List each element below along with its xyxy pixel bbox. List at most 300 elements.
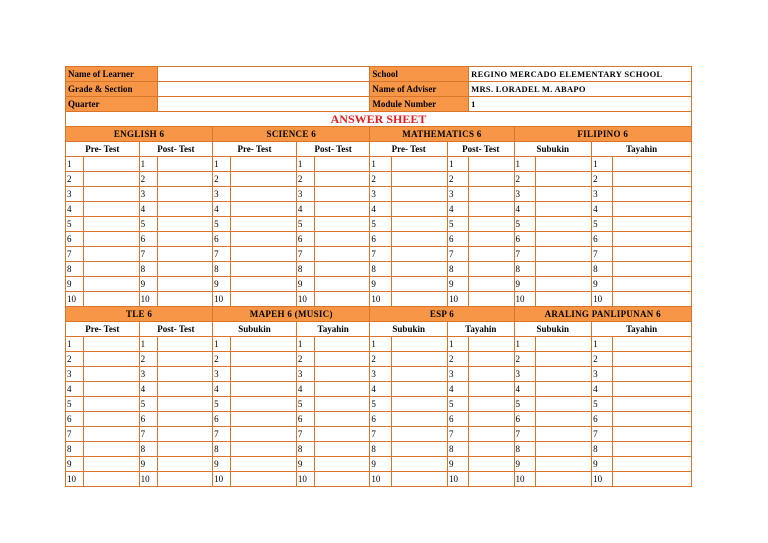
- answer-cell[interactable]: [535, 277, 591, 292]
- item-number: 7: [213, 427, 231, 442]
- answer-row: [66, 187, 692, 202]
- answer-cell[interactable]: [613, 232, 692, 247]
- item-number: 7: [592, 427, 613, 442]
- answer-cell[interactable]: [469, 292, 514, 307]
- answer-cell[interactable]: [231, 202, 297, 217]
- answer-cell[interactable]: [391, 172, 447, 187]
- answer-cell[interactable]: [391, 247, 447, 262]
- answer-cell[interactable]: [535, 412, 591, 427]
- item-number: 6: [370, 232, 391, 247]
- answer-cell[interactable]: [469, 202, 514, 217]
- item-number: 5: [296, 217, 314, 232]
- answer-cell[interactable]: [469, 217, 514, 232]
- answer-cell[interactable]: [314, 232, 369, 247]
- item-number: 5: [213, 217, 231, 232]
- answer-cell[interactable]: [469, 262, 514, 277]
- answer-cell[interactable]: [391, 442, 447, 457]
- column-header: Post- Test: [448, 142, 515, 157]
- answer-cell[interactable]: [613, 457, 692, 472]
- answer-cell[interactable]: [613, 472, 692, 487]
- answer-cell[interactable]: [231, 217, 297, 232]
- item-number: 6: [66, 412, 84, 427]
- item-number: 1: [370, 337, 391, 352]
- school-field[interactable]: REGINO MERCADO ELEMENTARY SCHOOL: [469, 67, 692, 82]
- column-header: Post- Test: [139, 142, 213, 157]
- subject-title: TLE 6: [66, 307, 213, 322]
- answer-cell[interactable]: [535, 337, 591, 352]
- subject-title: ARALING PANLIPUNAN 6: [514, 307, 692, 322]
- answer-cell[interactable]: [231, 247, 297, 262]
- item-number: 5: [139, 217, 157, 232]
- column-header: Pre- Test: [213, 142, 297, 157]
- answer-cell[interactable]: [469, 397, 514, 412]
- answer-cell[interactable]: [391, 217, 447, 232]
- answer-cell[interactable]: [469, 382, 514, 397]
- item-number: 8: [592, 262, 613, 277]
- item-number: 5: [514, 217, 535, 232]
- answer-cell[interactable]: [535, 427, 591, 442]
- item-number: 4: [213, 382, 231, 397]
- answer-cell[interactable]: [469, 427, 514, 442]
- answer-cell[interactable]: [391, 292, 447, 307]
- answer-cell[interactable]: [613, 202, 692, 217]
- item-number: 2: [213, 352, 231, 367]
- info-row-1: [66, 67, 692, 82]
- item-number: 3: [514, 367, 535, 382]
- item-number: 6: [296, 232, 314, 247]
- subject-title: FILIPINO 6: [514, 127, 692, 142]
- answer-cell[interactable]: [613, 337, 692, 352]
- item-number: 9: [448, 277, 469, 292]
- info-row-2: [66, 82, 692, 97]
- answer-cell[interactable]: [613, 382, 692, 397]
- item-number: 1: [514, 157, 535, 172]
- item-number: 5: [448, 397, 469, 412]
- item-number: 8: [296, 442, 314, 457]
- answer-cell[interactable]: [231, 262, 297, 277]
- answer-cell[interactable]: [535, 367, 591, 382]
- item-number: 10: [514, 472, 535, 487]
- item-number: 1: [296, 337, 314, 352]
- answer-cell[interactable]: [535, 247, 591, 262]
- item-number: 9: [66, 457, 84, 472]
- answer-cell[interactable]: [391, 472, 447, 487]
- answer-cell[interactable]: [231, 442, 297, 457]
- answer-cell[interactable]: [84, 262, 139, 277]
- answer-cell[interactable]: [84, 217, 139, 232]
- answer-cell[interactable]: [613, 262, 692, 277]
- item-number: 3: [296, 367, 314, 382]
- answer-cell[interactable]: [84, 187, 139, 202]
- answer-cell[interactable]: [84, 247, 139, 262]
- answer-cell[interactable]: [314, 337, 369, 352]
- answer-cell[interactable]: [84, 367, 139, 382]
- answer-cell[interactable]: [535, 187, 591, 202]
- answer-cell[interactable]: [469, 337, 514, 352]
- answer-cell[interactable]: [157, 337, 212, 352]
- answer-cell[interactable]: [613, 172, 692, 187]
- answer-cell[interactable]: [314, 262, 369, 277]
- item-number: 9: [139, 277, 157, 292]
- answer-row: [66, 352, 692, 367]
- item-number: 4: [448, 202, 469, 217]
- item-number: 4: [514, 202, 535, 217]
- item-number: 7: [370, 427, 391, 442]
- answer-cell[interactable]: [314, 352, 369, 367]
- answer-cell[interactable]: [391, 367, 447, 382]
- column-header: Pre- Test: [370, 142, 448, 157]
- column-header: Tayahin: [296, 322, 370, 337]
- answer-cell[interactable]: [157, 157, 212, 172]
- answer-row: [66, 412, 692, 427]
- answer-cell[interactable]: [84, 382, 139, 397]
- answer-cell[interactable]: [84, 277, 139, 292]
- answer-cell[interactable]: [314, 187, 369, 202]
- answer-cell[interactable]: [157, 277, 212, 292]
- answer-cell[interactable]: [84, 337, 139, 352]
- answer-cell[interactable]: [535, 457, 591, 472]
- answer-cell[interactable]: [157, 232, 212, 247]
- item-number: 4: [592, 202, 613, 217]
- item-number: 5: [370, 397, 391, 412]
- item-number: 10: [66, 292, 84, 307]
- learner-label: Name of Learner: [66, 67, 158, 82]
- item-number: 7: [66, 427, 84, 442]
- item-number: 9: [370, 457, 391, 472]
- answer-row: [66, 157, 692, 172]
- answer-cell[interactable]: [157, 247, 212, 262]
- item-number: 9: [213, 457, 231, 472]
- answer-cell[interactable]: [84, 157, 139, 172]
- item-number: 9: [213, 277, 231, 292]
- answer-cell[interactable]: [84, 472, 139, 487]
- answer-cell[interactable]: [231, 397, 297, 412]
- answer-cell[interactable]: [469, 442, 514, 457]
- answer-cell[interactable]: [469, 472, 514, 487]
- answer-cell[interactable]: [535, 472, 591, 487]
- column-header: Subukin: [514, 322, 592, 337]
- item-number: 10: [448, 472, 469, 487]
- answer-cell[interactable]: [84, 457, 139, 472]
- answer-cell[interactable]: [231, 337, 297, 352]
- item-number: 3: [370, 187, 391, 202]
- answer-cell[interactable]: [157, 292, 212, 307]
- answer-cell[interactable]: [84, 172, 139, 187]
- answer-cell[interactable]: [157, 442, 212, 457]
- answer-cell[interactable]: [535, 217, 591, 232]
- answer-cell[interactable]: [231, 472, 297, 487]
- item-number: 6: [139, 232, 157, 247]
- answer-cell[interactable]: [314, 172, 369, 187]
- answer-cell[interactable]: [535, 157, 591, 172]
- answer-row: [66, 427, 692, 442]
- answer-cell[interactable]: [84, 412, 139, 427]
- item-number: 6: [514, 412, 535, 427]
- answer-cell[interactable]: [314, 277, 369, 292]
- answer-cell[interactable]: [391, 412, 447, 427]
- grade-section-label: Grade & Section: [66, 82, 158, 97]
- answer-cell[interactable]: [157, 397, 212, 412]
- answer-cell[interactable]: [391, 382, 447, 397]
- answer-cell[interactable]: [157, 457, 212, 472]
- item-number: 9: [514, 277, 535, 292]
- item-number: 10: [213, 292, 231, 307]
- answer-cell[interactable]: [391, 202, 447, 217]
- answer-cell[interactable]: [613, 367, 692, 382]
- item-number: 7: [448, 247, 469, 262]
- column-header: Subukin: [370, 322, 448, 337]
- item-number: 4: [592, 382, 613, 397]
- item-number: 8: [213, 262, 231, 277]
- answer-cell[interactable]: [391, 232, 447, 247]
- answer-cell[interactable]: [613, 397, 692, 412]
- module-number-field[interactable]: 1: [469, 97, 692, 112]
- item-number: 10: [514, 292, 535, 307]
- item-number: 2: [448, 352, 469, 367]
- answer-cell[interactable]: [391, 337, 447, 352]
- answer-cell[interactable]: [469, 247, 514, 262]
- answer-cell[interactable]: [469, 352, 514, 367]
- answer-cell[interactable]: [231, 232, 297, 247]
- item-number: 1: [213, 157, 231, 172]
- answer-cell[interactable]: [157, 352, 212, 367]
- answer-cell[interactable]: [314, 442, 369, 457]
- item-number: 5: [592, 217, 613, 232]
- answer-cell[interactable]: [157, 172, 212, 187]
- answer-cell[interactable]: [469, 457, 514, 472]
- answer-row: [66, 367, 692, 382]
- answer-cell[interactable]: [231, 187, 297, 202]
- answer-cell[interactable]: [613, 277, 692, 292]
- answer-row: [66, 217, 692, 232]
- answer-cell[interactable]: [613, 217, 692, 232]
- answer-cell[interactable]: [613, 157, 692, 172]
- adviser-field[interactable]: MRS. LORADEL M. ABAPO: [469, 82, 692, 97]
- item-number: 9: [592, 277, 613, 292]
- item-number: 3: [448, 187, 469, 202]
- item-number: 2: [139, 172, 157, 187]
- answer-cell[interactable]: [231, 172, 297, 187]
- answer-cell[interactable]: [231, 427, 297, 442]
- sheet-title: ANSWER SHEET: [66, 112, 692, 127]
- item-number: 9: [370, 277, 391, 292]
- answer-cell[interactable]: [535, 172, 591, 187]
- answer-cell[interactable]: [613, 427, 692, 442]
- answer-cell[interactable]: [469, 157, 514, 172]
- item-number: 8: [139, 442, 157, 457]
- answer-cell[interactable]: [314, 457, 369, 472]
- item-number: 2: [213, 172, 231, 187]
- answer-cell[interactable]: [314, 217, 369, 232]
- answer-cell[interactable]: [391, 457, 447, 472]
- item-number: 7: [592, 247, 613, 262]
- column-header: Tayahin: [592, 322, 692, 337]
- item-number: 7: [296, 427, 314, 442]
- answer-row: [66, 382, 692, 397]
- answer-row: [66, 397, 692, 412]
- item-number: 3: [139, 187, 157, 202]
- answer-cell[interactable]: [157, 262, 212, 277]
- item-number: 7: [514, 247, 535, 262]
- item-number: 5: [296, 397, 314, 412]
- answer-cell[interactable]: [391, 157, 447, 172]
- answer-cell[interactable]: [613, 442, 692, 457]
- answer-cell[interactable]: [157, 382, 212, 397]
- item-number: 5: [66, 397, 84, 412]
- item-number: 2: [592, 172, 613, 187]
- subject-title: MAPEH 6 (MUSIC): [213, 307, 370, 322]
- answer-cell[interactable]: [157, 202, 212, 217]
- answer-cell[interactable]: [231, 352, 297, 367]
- item-number: 8: [592, 442, 613, 457]
- item-number: 6: [514, 232, 535, 247]
- answer-cell[interactable]: [314, 472, 369, 487]
- answer-cell[interactable]: [535, 382, 591, 397]
- item-number: 4: [296, 382, 314, 397]
- item-number: 5: [370, 217, 391, 232]
- answer-cell[interactable]: [157, 187, 212, 202]
- answer-cell[interactable]: [535, 232, 591, 247]
- item-number: 1: [66, 157, 84, 172]
- answer-cell[interactable]: [84, 202, 139, 217]
- answer-cell[interactable]: [535, 262, 591, 277]
- answer-cell[interactable]: [314, 367, 369, 382]
- item-number: 10: [592, 292, 613, 307]
- item-number: 3: [592, 367, 613, 382]
- item-number: 2: [296, 352, 314, 367]
- answer-cell[interactable]: [613, 247, 692, 262]
- answer-cell[interactable]: [469, 172, 514, 187]
- item-number: 9: [592, 457, 613, 472]
- item-number: 7: [514, 427, 535, 442]
- answer-cell[interactable]: [469, 367, 514, 382]
- item-number: 10: [448, 292, 469, 307]
- answer-cell[interactable]: [469, 232, 514, 247]
- item-number: 2: [514, 352, 535, 367]
- item-number: 3: [592, 187, 613, 202]
- item-number: 4: [213, 202, 231, 217]
- answer-cell[interactable]: [231, 457, 297, 472]
- item-number: 4: [296, 202, 314, 217]
- item-number: 8: [370, 262, 391, 277]
- item-number: 3: [448, 367, 469, 382]
- answer-cell[interactable]: [314, 247, 369, 262]
- answer-cell[interactable]: [613, 187, 692, 202]
- answer-cell[interactable]: [314, 382, 369, 397]
- answer-cell[interactable]: [535, 397, 591, 412]
- item-number: 6: [370, 412, 391, 427]
- answer-cell[interactable]: [535, 352, 591, 367]
- item-number: 7: [213, 247, 231, 262]
- grade-section-field[interactable]: [157, 82, 370, 97]
- column-header: Tayahin: [448, 322, 515, 337]
- answer-cell[interactable]: [84, 232, 139, 247]
- answer-cell[interactable]: [613, 412, 692, 427]
- answer-cell[interactable]: [535, 292, 591, 307]
- item-number: 10: [296, 292, 314, 307]
- answer-row: [66, 442, 692, 457]
- answer-cell[interactable]: [391, 187, 447, 202]
- quarter-label: Quarter: [66, 97, 158, 112]
- answer-cell[interactable]: [469, 277, 514, 292]
- answer-cell[interactable]: [231, 367, 297, 382]
- quarter-field[interactable]: [157, 97, 370, 112]
- item-number: 9: [448, 457, 469, 472]
- item-number: 2: [370, 352, 391, 367]
- answer-cell[interactable]: [84, 352, 139, 367]
- answer-cell[interactable]: [314, 412, 369, 427]
- item-number: 4: [139, 382, 157, 397]
- item-number: 10: [296, 472, 314, 487]
- answer-cell[interactable]: [157, 427, 212, 442]
- item-number: 8: [66, 262, 84, 277]
- item-number: 5: [592, 397, 613, 412]
- answer-cell[interactable]: [535, 442, 591, 457]
- item-number: 6: [139, 412, 157, 427]
- answer-cell[interactable]: [157, 367, 212, 382]
- item-number: 7: [296, 247, 314, 262]
- answer-cell[interactable]: [469, 187, 514, 202]
- item-number: 8: [370, 442, 391, 457]
- answer-cell[interactable]: [613, 352, 692, 367]
- answer-cell[interactable]: [314, 427, 369, 442]
- answer-cell[interactable]: [157, 472, 212, 487]
- answer-cell[interactable]: [84, 292, 139, 307]
- item-number: 4: [66, 382, 84, 397]
- answer-cell[interactable]: [469, 412, 514, 427]
- item-number: 7: [139, 247, 157, 262]
- answer-cell[interactable]: [613, 292, 692, 307]
- answer-cell[interactable]: [231, 412, 297, 427]
- item-number: 6: [448, 232, 469, 247]
- learner-field[interactable]: [157, 67, 370, 82]
- item-number: 5: [66, 217, 84, 232]
- answer-cell[interactable]: [84, 427, 139, 442]
- answer-cell[interactable]: [231, 157, 297, 172]
- item-number: 4: [139, 202, 157, 217]
- item-number: 8: [514, 262, 535, 277]
- answer-cell[interactable]: [535, 202, 591, 217]
- answer-cell[interactable]: [391, 277, 447, 292]
- item-number: 4: [514, 382, 535, 397]
- answer-cell[interactable]: [84, 397, 139, 412]
- item-number: 7: [448, 427, 469, 442]
- item-number: 10: [370, 292, 391, 307]
- answer-cell[interactable]: [231, 277, 297, 292]
- item-number: 3: [213, 187, 231, 202]
- item-number: 2: [370, 172, 391, 187]
- answer-cell[interactable]: [157, 217, 212, 232]
- answer-cell[interactable]: [391, 427, 447, 442]
- answer-cell[interactable]: [314, 157, 369, 172]
- answer-cell[interactable]: [391, 397, 447, 412]
- item-number: 2: [66, 352, 84, 367]
- answer-cell[interactable]: [314, 202, 369, 217]
- answer-cell[interactable]: [391, 352, 447, 367]
- answer-cell[interactable]: [157, 412, 212, 427]
- answer-cell[interactable]: [391, 262, 447, 277]
- item-number: 10: [139, 472, 157, 487]
- answer-cell[interactable]: [231, 292, 297, 307]
- answer-cell[interactable]: [231, 382, 297, 397]
- item-number: 4: [370, 202, 391, 217]
- answer-cell[interactable]: [314, 397, 369, 412]
- answer-cell[interactable]: [84, 442, 139, 457]
- item-number: 5: [448, 217, 469, 232]
- item-number: 8: [514, 442, 535, 457]
- item-number: 2: [139, 352, 157, 367]
- answer-cell[interactable]: [314, 292, 369, 307]
